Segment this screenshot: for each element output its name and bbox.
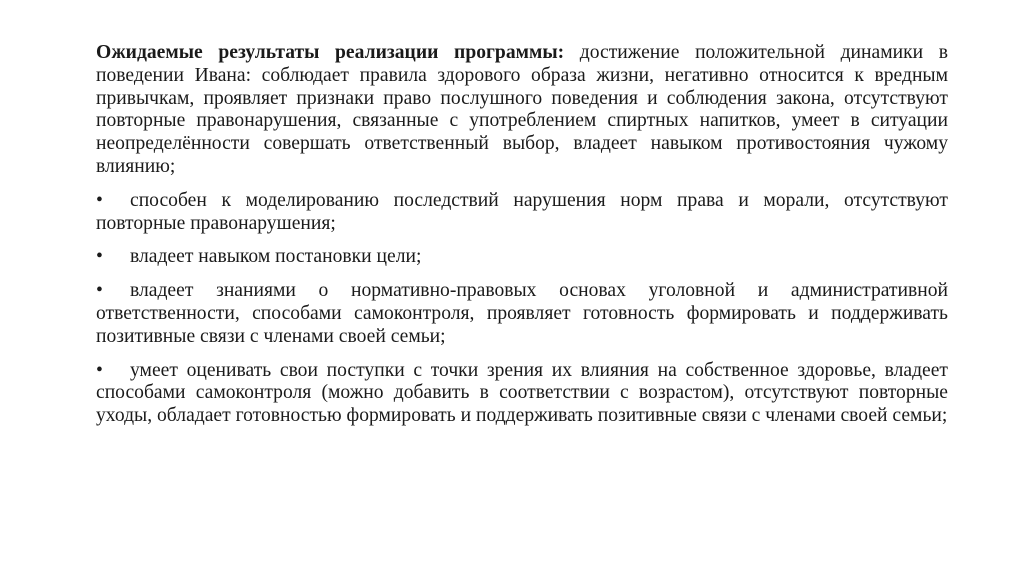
bullet-text: способен к моделированию последствий нарушения норм права и морали, отсутствуют повторные правонарушения; — [96, 189, 948, 234]
bullet-text: умеет оценивать свои поступки с точки зрения их влияния на собственное здоровье, владеет способами самоконтроля (можно добавить в соответствии с возрастом), отсутствуют повторные уходы, обладает готовностью формировать и поддерживать позитивные связи с членами своей семьи; — [96, 359, 948, 427]
bullet-marker: • — [96, 359, 103, 381]
bullet-item-4 — [96, 360, 948, 428]
bullet-marker: • — [96, 189, 103, 211]
bullet-item-3 — [96, 280, 948, 348]
bullet-item-1 — [96, 190, 948, 236]
slide-content — [96, 42, 948, 428]
intro-text: достижение положительной динамики в поведении Ивана: соблюдает правила здорового образа жизни, негативно относится к вредным привычкам, проявляет признаки право послушного поведения и соблюдения закона, отсутствуют повторные правонарушения, связанные с употреблением спиртных напитков, умеет в ситуации неопределённости совершать ответственный выбор, владеет навыком противостояния чужому влиянию; — [96, 42, 948, 177]
intro-paragraph — [96, 42, 948, 179]
bullet-text: владеет навыком постановки цели; — [130, 246, 422, 268]
bullet-text: владеет знаниями о нормативно-правовых основах уголовной и административной ответственности, способами самоконтроля, проявляет готовность формировать и поддерживать позитивные связи с членами своей семьи; — [96, 280, 948, 347]
intro-heading: Ожидаемые результаты реализации программы: — [96, 42, 565, 63]
bullet-item-2 — [96, 246, 948, 269]
bullet-marker: • — [96, 280, 103, 302]
bullet-marker: • — [96, 246, 103, 268]
